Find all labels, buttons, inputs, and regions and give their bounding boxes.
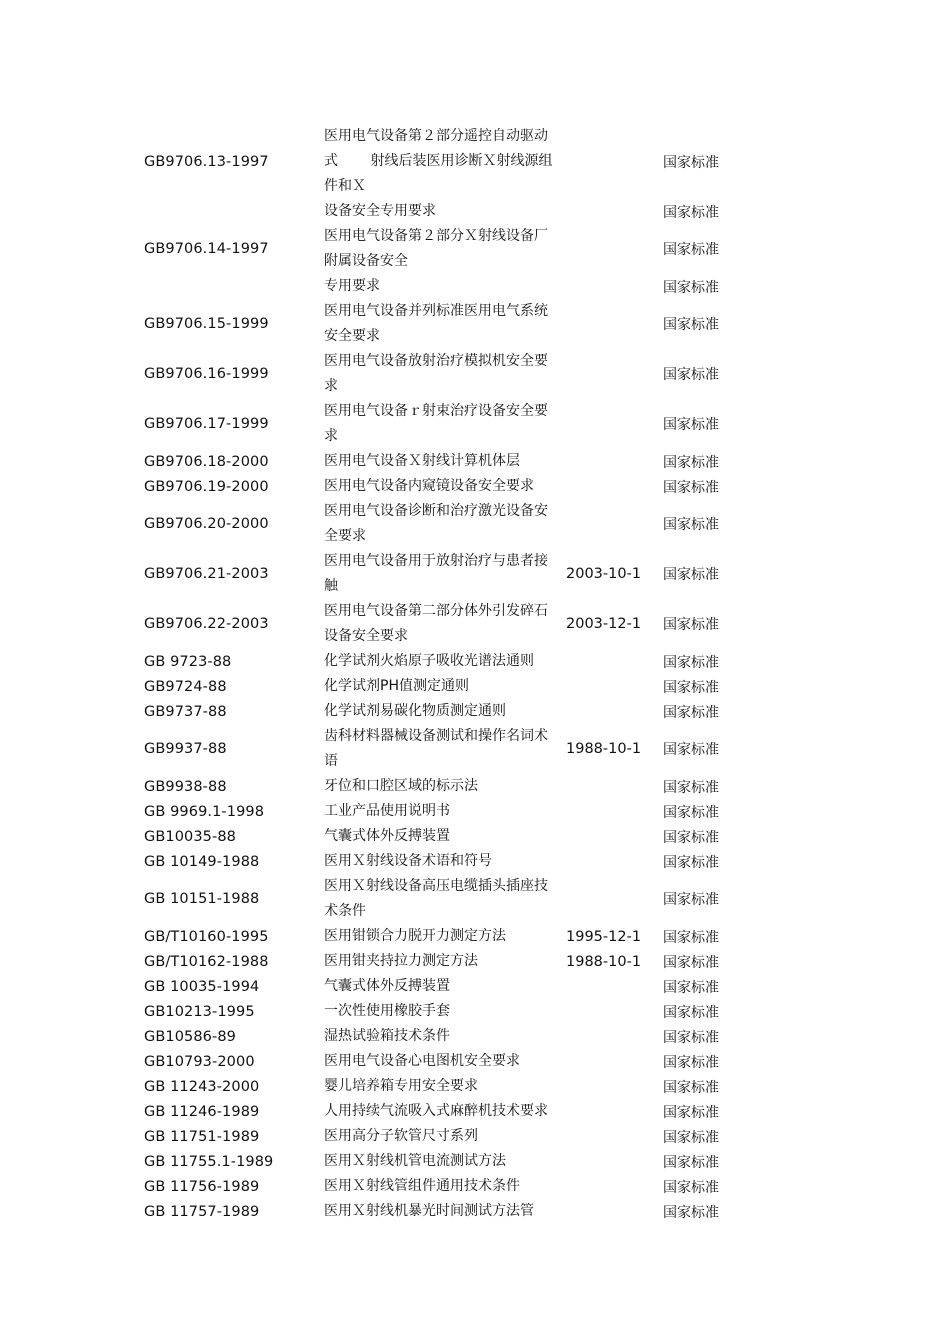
standard-code: GB9706.16-1999	[144, 366, 269, 382]
standard-name	[324, 274, 566, 299]
standard-name	[324, 974, 566, 999]
standard-name	[324, 674, 566, 699]
standard-type: 国家标准	[663, 1179, 719, 1196]
table-row	[144, 649, 784, 674]
standard-name-line: 湿热试验箱技术条件	[324, 1028, 450, 1044]
standard-type: 国家标准	[663, 829, 719, 846]
standard-name	[324, 649, 566, 674]
standard-name-line: 气囊式体外反搏装置	[324, 978, 450, 994]
standard-type: 国家标准	[663, 704, 719, 721]
standard-name	[324, 1124, 566, 1149]
table-row	[144, 1099, 784, 1124]
standard-name	[324, 549, 566, 599]
standard-name	[324, 449, 566, 474]
standard-name-line: 医用钳夹持拉力测定方法	[324, 953, 478, 969]
standard-name	[324, 924, 566, 949]
standard-type: 国家标准	[663, 567, 719, 583]
standard-type: 国家标准	[663, 279, 719, 296]
standard-name-line: 件和Ｘ	[324, 178, 366, 194]
effective-date: 2003-12-1	[566, 616, 642, 632]
table-row	[144, 999, 784, 1024]
standard-name	[324, 349, 566, 399]
standard-type: 国家标准	[663, 367, 719, 383]
table-row	[144, 724, 784, 774]
table-row	[144, 1024, 784, 1049]
standard-type: 国家标准	[663, 1029, 719, 1046]
standard-name	[324, 724, 566, 774]
table-row	[144, 1074, 784, 1099]
standard-name	[324, 1099, 566, 1124]
standard-name	[324, 799, 566, 824]
table-row	[144, 549, 784, 599]
standard-name-line: 设备安全专用要求	[324, 203, 436, 219]
standard-code: GB10213-1995	[144, 1003, 255, 1020]
standard-code: GB 10151-1988	[144, 891, 260, 907]
standard-name-line: 化学试剂火焰原子吸收光谱法通则	[324, 653, 534, 669]
standard-name-line: 气囊式体外反搏装置	[324, 828, 450, 844]
standard-name	[324, 499, 566, 549]
standard-name-line: 触	[324, 578, 338, 594]
standard-name	[324, 1174, 566, 1199]
standard-type: 国家标准	[663, 1104, 719, 1121]
standard-type: 国家标准	[663, 742, 719, 758]
table-row	[144, 124, 784, 199]
standard-name	[324, 599, 566, 649]
table-row	[144, 474, 784, 499]
standard-name-line: 化学试剂PH值测定通则	[324, 678, 469, 694]
standard-code: GB9706.19-2000	[144, 478, 269, 495]
standard-name-line: 化学试剂易碳化物质测定通则	[324, 703, 506, 719]
table-row	[144, 699, 784, 724]
standard-name-line: 专用要求	[324, 278, 380, 294]
standard-type: 国家标准	[663, 317, 719, 333]
standard-type: 国家标准	[663, 1204, 719, 1221]
standard-code: GB 11243-2000	[144, 1078, 260, 1095]
standard-name	[324, 399, 566, 449]
effective-date: 2003-10-1	[566, 566, 642, 582]
standard-type: 国家标准	[663, 654, 719, 671]
table-row	[144, 949, 784, 974]
standard-code: GB 11756-1989	[144, 1178, 260, 1195]
standard-code: GB9706.13-1997	[144, 153, 269, 170]
standard-name-line: 人用持续气流吸入式麻醉机技术要求	[324, 1103, 548, 1119]
standard-name-line: 医用电气设备内窥镜设备安全要求	[324, 478, 534, 494]
standard-type: 国家标准	[663, 1079, 719, 1096]
standard-code: GB 9969.1-1998	[144, 803, 265, 820]
effective-date: 1995-12-1	[566, 928, 642, 945]
standard-code: GB 11757-1989	[144, 1203, 260, 1220]
standard-name	[324, 874, 566, 924]
standard-type: 国家标准	[663, 954, 719, 971]
standard-type: 国家标准	[663, 1054, 719, 1071]
effective-date: 1988-10-1	[566, 741, 642, 757]
standard-name-line: 婴儿培养箱专用安全要求	[324, 1078, 478, 1094]
table-row	[144, 449, 784, 474]
standard-name-line: 齿科材料器械设备测试和操作名词术	[324, 728, 548, 744]
table-row	[144, 1149, 784, 1174]
standard-code: GB 10149-1988	[144, 853, 260, 870]
standard-code: GB9706.22-2003	[144, 616, 269, 632]
table-row	[144, 974, 784, 999]
standard-type: 国家标准	[663, 1004, 719, 1021]
table-row	[144, 924, 784, 949]
standard-name-line: 式 射线后装医用诊断Ｘ射线源组	[324, 153, 553, 169]
table-row	[144, 499, 784, 549]
table-row	[144, 599, 784, 649]
table-row	[144, 399, 784, 449]
standard-code: GB9724-88	[144, 678, 227, 695]
standard-name	[324, 849, 566, 874]
standard-name	[324, 699, 566, 724]
table-row	[144, 274, 784, 299]
standard-name-line: 医用电气设备诊断和治疗激光设备安	[324, 503, 548, 519]
standard-name-line: 医用电气设备第二部分体外引发碎石	[324, 603, 548, 619]
standard-name-line: 工业产品使用说明书	[324, 803, 450, 819]
standard-code: GB10793-2000	[144, 1053, 255, 1070]
standard-name-line: 设备安全要求	[324, 628, 408, 644]
table-row	[144, 349, 784, 399]
standard-type: 国家标准	[663, 154, 719, 171]
standard-name	[324, 774, 566, 799]
standard-name	[324, 999, 566, 1024]
standard-type: 国家标准	[663, 679, 719, 696]
standard-name-line: 医用电气设备心电图机安全要求	[324, 1053, 520, 1069]
standard-code: GB10035-88	[144, 828, 236, 845]
standard-type: 国家标准	[663, 517, 719, 533]
standard-name-line: 一次性使用橡胶手套	[324, 1003, 450, 1019]
standard-name	[324, 949, 566, 974]
standard-name	[324, 474, 566, 499]
standard-name-line: 医用Ｘ射线机暴光时间测试方法管	[324, 1203, 534, 1219]
table-row	[144, 1124, 784, 1149]
table-row	[144, 224, 784, 274]
standard-type: 国家标准	[663, 242, 719, 258]
standard-name-line: 医用电气设备ｒ射束治疗设备安全要	[324, 403, 548, 419]
standard-name	[324, 124, 566, 199]
standard-code: GB 11751-1989	[144, 1128, 260, 1145]
standard-type: 国家标准	[663, 929, 719, 946]
table-row	[144, 1199, 784, 1224]
standard-code: GB 11246-1989	[144, 1103, 260, 1120]
table-row	[144, 849, 784, 874]
standard-name-line: 医用电气设备Ｘ射线计算机体层	[324, 453, 520, 469]
standard-name	[324, 224, 566, 274]
standard-name-line: 医用电气设备放射治疗模拟机安全要	[324, 353, 548, 369]
table-row	[144, 674, 784, 699]
standard-name-line: 医用钳锁合力脱开力测定方法	[324, 928, 506, 944]
standard-code: GB9706.17-1999	[144, 416, 269, 432]
standard-code: GB 10035-1994	[144, 978, 260, 995]
standard-type: 国家标准	[663, 892, 719, 908]
table-row	[144, 874, 784, 924]
standard-code: GB9937-88	[144, 741, 227, 757]
standard-name	[324, 1049, 566, 1074]
standard-code: GB9706.15-1999	[144, 316, 269, 332]
standard-name-line: 医用高分子软管尺寸系列	[324, 1128, 478, 1144]
standard-type: 国家标准	[663, 1129, 719, 1146]
standard-name-line: 医用Ｘ射线机管电流测试方法	[324, 1153, 506, 1169]
table-row	[144, 824, 784, 849]
standard-code: GB/T10162-1988	[144, 953, 269, 970]
standard-name-line: 医用电气设备第２部分遥控自动驱动	[324, 128, 548, 144]
standard-name-line: 求	[324, 378, 338, 394]
table-row	[144, 1174, 784, 1199]
standard-name-line: 求	[324, 428, 338, 444]
standard-name-line: 医用电气设备第２部分Ｘ射线设备厂	[324, 228, 548, 244]
table-row	[144, 799, 784, 824]
standard-name-line: 医用Ｘ射线管组件通用技术条件	[324, 1178, 520, 1194]
table-row	[144, 774, 784, 799]
standard-type: 国家标准	[663, 979, 719, 996]
table-row	[144, 1049, 784, 1074]
standard-name-line: 医用电气设备并列标准医用电气系统	[324, 303, 548, 319]
standard-name	[324, 824, 566, 849]
standard-type: 国家标准	[663, 204, 719, 221]
standard-code: GB9706.21-2003	[144, 566, 269, 582]
standard-name-line: 语	[324, 753, 338, 769]
standard-name-line: 医用Ｘ射线设备高压电缆插头插座技	[324, 878, 548, 894]
standard-type: 国家标准	[663, 479, 719, 496]
standard-name	[324, 1149, 566, 1174]
standard-name	[324, 1199, 566, 1224]
table-row	[144, 299, 784, 349]
standard-name-line: 术条件	[324, 903, 366, 919]
standard-code: GB 9723-88	[144, 653, 232, 670]
standard-type: 国家标准	[663, 854, 719, 871]
standard-name-line: 医用电气设备用于放射治疗与患者接	[324, 553, 548, 569]
standard-type: 国家标准	[663, 617, 719, 633]
standard-name	[324, 199, 566, 224]
standard-name	[324, 1024, 566, 1049]
standard-type: 国家标准	[663, 454, 719, 471]
standard-code: GB9706.20-2000	[144, 516, 269, 532]
standard-code: GB10586-89	[144, 1028, 236, 1045]
table-row	[144, 199, 784, 224]
standard-name	[324, 1074, 566, 1099]
standard-code: GB/T10160-1995	[144, 928, 269, 945]
standard-name-line: 附属设备安全	[324, 253, 408, 269]
standard-code: GB9706.18-2000	[144, 453, 269, 470]
standard-code: GB9938-88	[144, 778, 227, 795]
standard-type: 国家标准	[663, 804, 719, 821]
standard-type: 国家标准	[663, 417, 719, 433]
standard-code: GB9737-88	[144, 703, 227, 720]
standard-type: 国家标准	[663, 779, 719, 796]
standard-code: GB9706.14-1997	[144, 241, 269, 257]
effective-date: 1988-10-1	[566, 953, 642, 970]
standard-type: 国家标准	[663, 1154, 719, 1171]
standard-code: GB 11755.1-1989	[144, 1153, 274, 1170]
standard-name-line: 医用Ｘ射线设备术语和符号	[324, 853, 492, 869]
standard-name	[324, 299, 566, 349]
standard-name-line: 安全要求	[324, 328, 380, 344]
standards-table	[144, 124, 784, 1224]
standard-name-line: 全要求	[324, 528, 366, 544]
standard-name-line: 牙位和口腔区域的标示法	[324, 778, 478, 794]
